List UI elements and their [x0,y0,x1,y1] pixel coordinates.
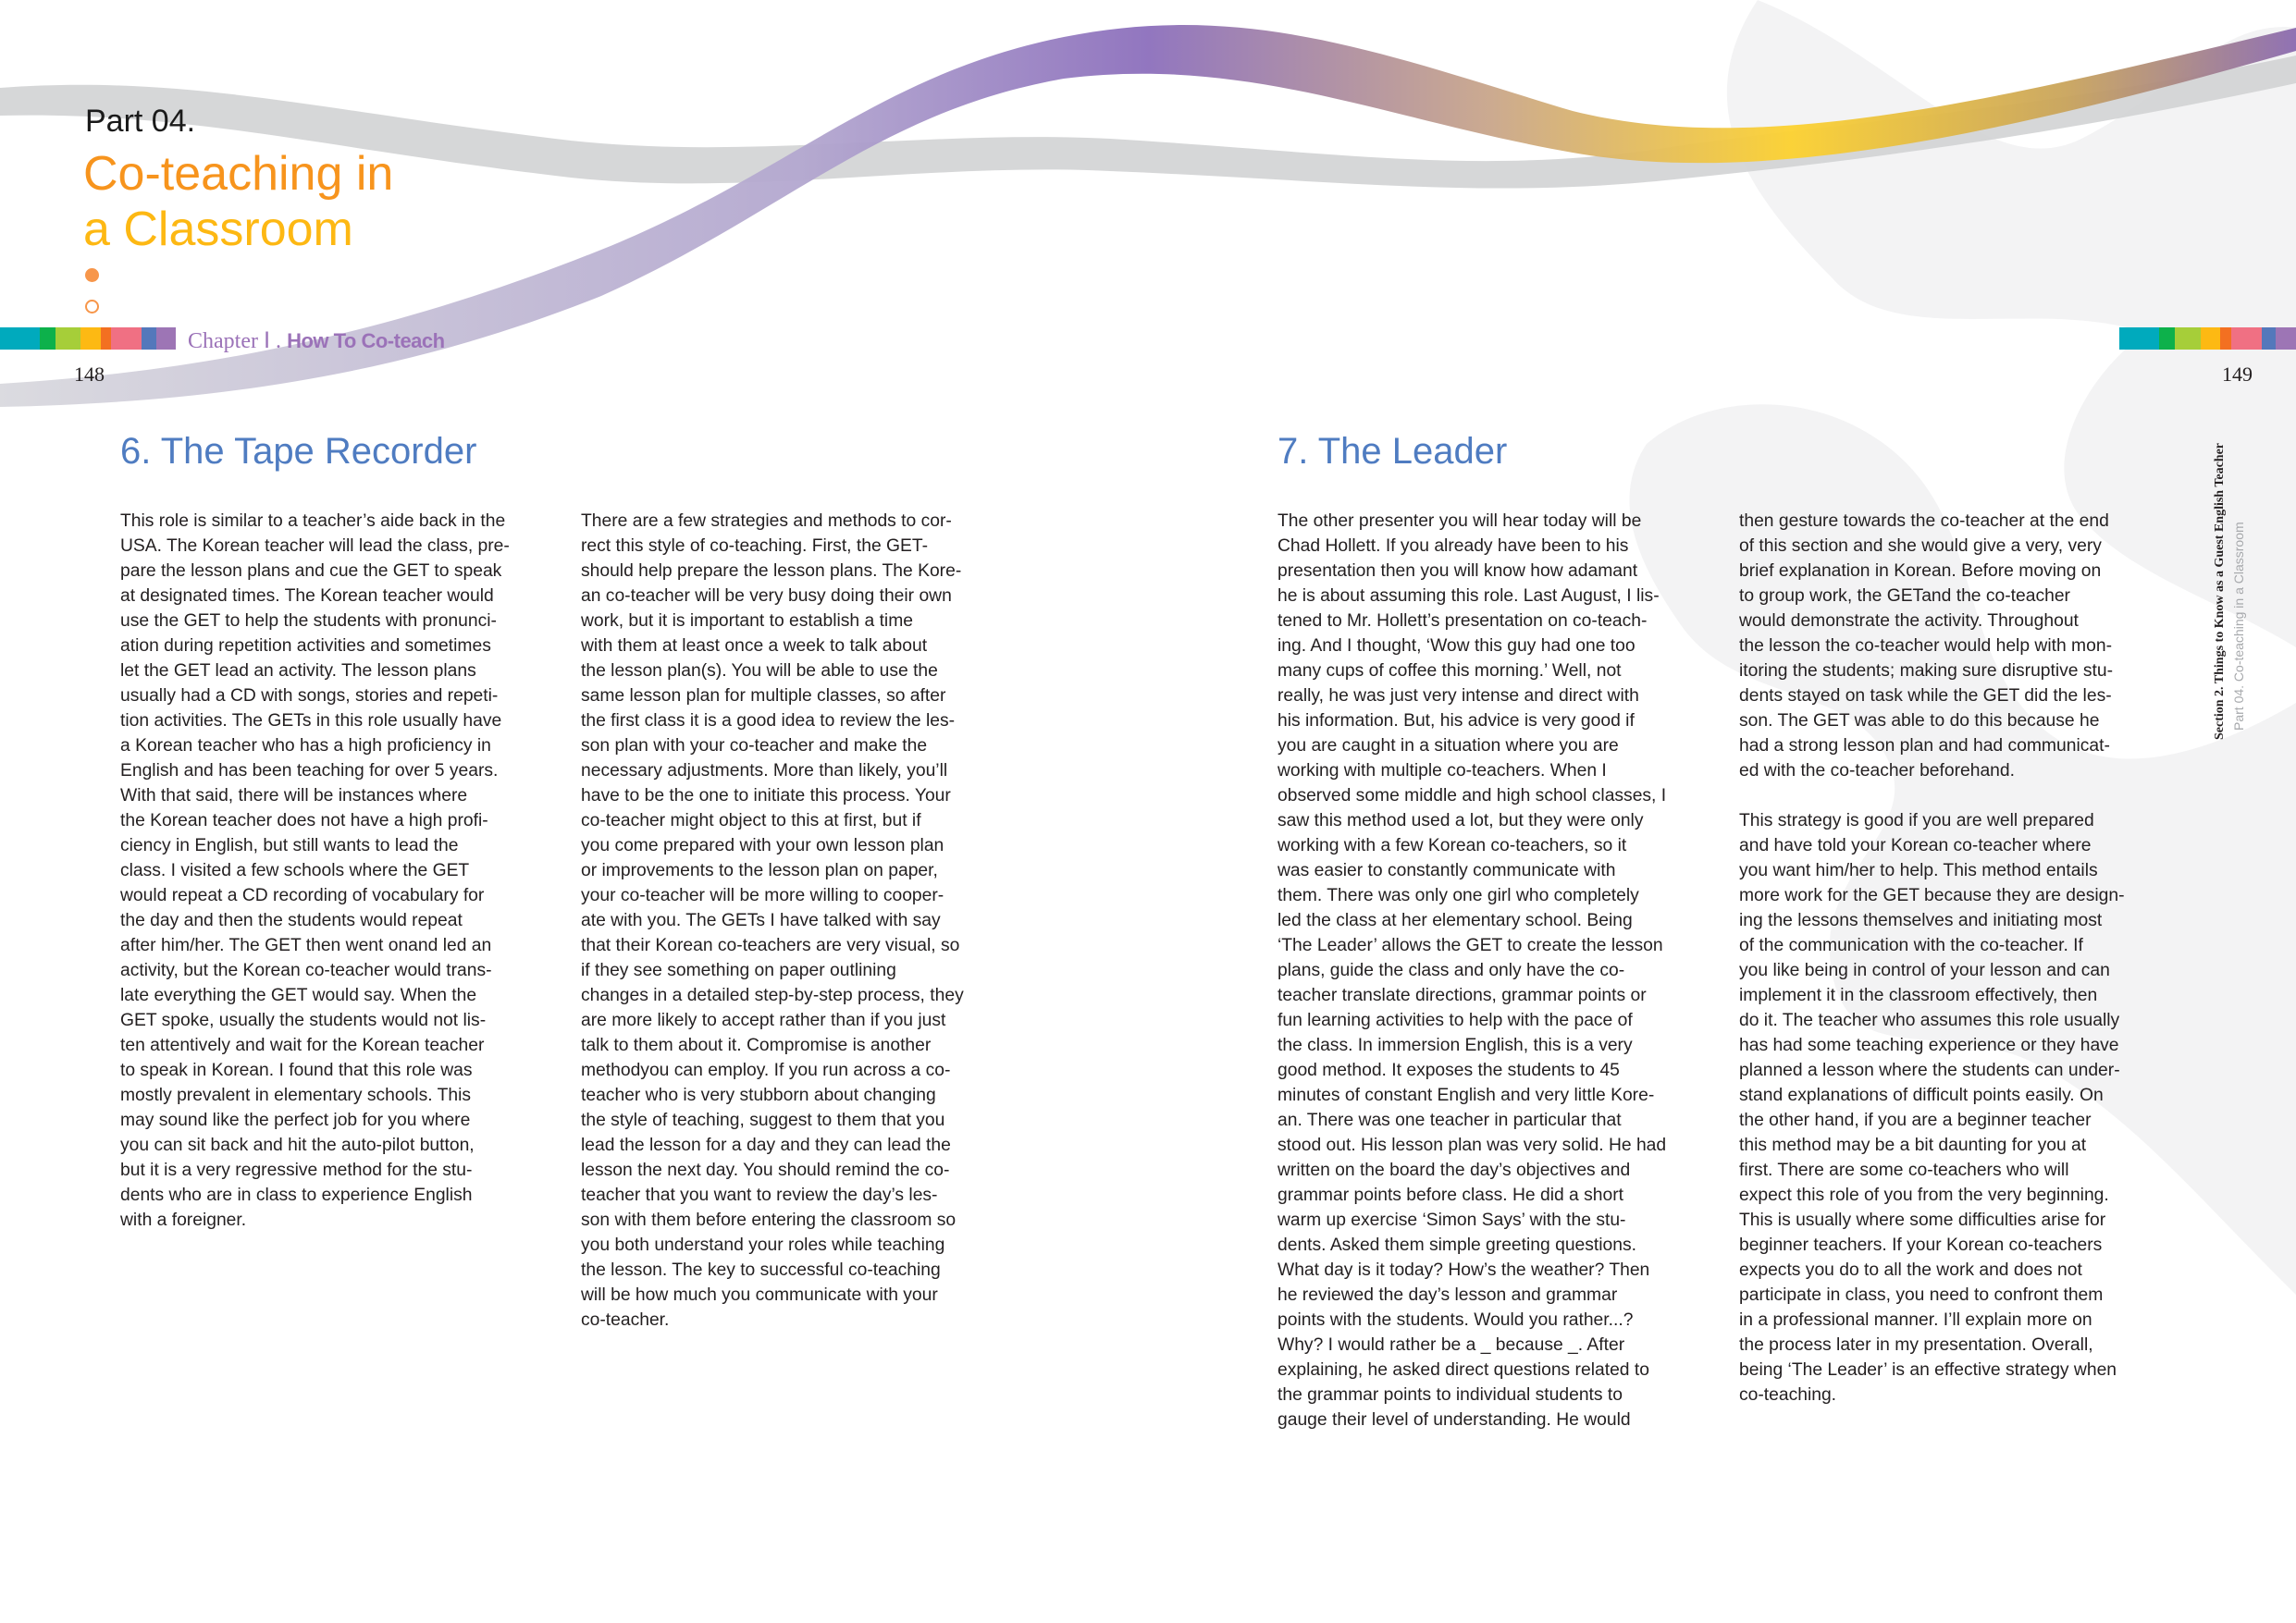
color-swatch [0,327,40,350]
text-line: but it is a very regressive method for the stu- [120,1161,473,1180]
text-line: usually had a CD with songs, stories and repeti- [120,686,499,706]
text-line: your co-teacher will be more willing to cooper- [581,886,944,905]
text-line: was easier to constantly communicate with [1278,861,1616,880]
text-line: points with the students. Would you rather...? [1278,1310,1634,1330]
text-line: he is about assuming this role. Last August, I lis- [1278,586,1660,606]
text-line: after him/her. The GET then went onand led an [120,936,492,955]
text-line: would repeat a CD recording of vocabulary for [120,886,485,905]
text-line: The other presenter you will hear today will be [1278,511,1642,531]
text-line: you are caught in a situation where you are [1278,736,1619,756]
page-number-left: 148 [74,363,105,386]
text-line: being ‘The Leader’ is an effective strategy when [1739,1360,2117,1380]
text-line: changes in a detailed step-by-step process, they [581,986,964,1005]
chapter-title: How To Co-teach [287,329,445,352]
text-line: you like being in control of your lesson and can [1739,961,2110,980]
color-swatch [101,327,111,350]
text-line: let the GET lead an activity. The lesson plans [120,661,476,681]
part-title-line2: a Classroom [83,203,353,256]
text-line: to group work, the GETand the co-teacher [1739,586,2070,606]
text-line: would demonstrate the activity. Throughout [1739,611,2079,631]
page-number-right: 149 [2222,363,2253,386]
text-line: talk to them about it. Compromise is another [581,1036,932,1055]
color-swatch [56,327,80,350]
text-line: son with them before entering the classroom so [581,1211,957,1230]
text-line: planned a lesson where the students can under- [1739,1061,2120,1080]
text-line: warm up exercise ‘Simon Says’ with the stu- [1278,1211,1626,1230]
text-line: lesson the next day. You should remind the co- [581,1161,950,1180]
text-line: USA. The Korean teacher will lead the class, pre- [120,536,510,556]
text-line: implement it in the classroom effectively, then [1739,986,2098,1005]
text-line: class. I visited a few schools where the GET [120,861,470,880]
text-line: he reviewed the day’s lesson and grammar [1278,1285,1618,1305]
text-line: you can sit back and hit the auto-pilot button, [120,1136,475,1155]
text-line: working with a few Korean co-teachers, so it [1278,836,1627,855]
color-swatch [2276,327,2296,350]
color-swatch [111,327,142,350]
text-line: This role is similar to a teacher’s aide back in the [120,511,506,531]
text-line: with a foreigner. [120,1211,247,1230]
text-line: that their Korean co-teachers are very visual, so [581,936,960,955]
text-line: dents. Asked them simple greeting questions. [1278,1236,1636,1255]
text-line: may sound like the perfect job for you where [120,1111,471,1130]
text-line: written on the board the day’s objectives and [1278,1161,1631,1180]
text-line: an. There was one teacher in particular that [1278,1111,1622,1130]
hollow-dot-icon [85,300,99,314]
color-swatch [2262,327,2277,350]
text-line: will be how much you communicate with your [581,1285,938,1305]
text-line: grammar points before class. He did a short [1278,1186,1624,1205]
text-line: them. There was only one girl who completely [1278,886,1639,905]
text-line: ation during repetition activities and sometimes [120,636,491,656]
text-line: English and has been teaching for over 5 years. [120,761,499,781]
text-line: the lesson plan(s). You will be able to use the [581,661,938,681]
text-line: GET spoke, usually the students would not lis- [120,1011,487,1030]
part-label: Part 04. [85,104,196,139]
text-line: activity, but the Korean co-teacher would trans- [120,961,492,980]
text-line: plans, guide the class and only have the co- [1278,961,1625,980]
text-line: the lesson the co-teacher would help with mon- [1739,636,2112,656]
text-line: co-teaching. [1739,1385,1837,1405]
text-line: expects you do to all the work and does not [1739,1260,2082,1280]
text-line: first. There are some co-teachers who will [1739,1161,2069,1180]
text-line: ‘The Leader’ allows the GET to create the lesson [1278,936,1663,955]
text-line: participate in class, you need to confront them [1739,1285,2104,1305]
running-head-section: Section 2. Things to Know as a Guest English Teacher [2213,442,2227,740]
text-line: a Korean teacher who has a high proficiency in [120,736,491,756]
text-line: of the communication with the co-teacher. If [1739,936,2083,955]
text-line: stood out. His lesson plan was very solid. He had [1278,1136,1667,1155]
text-line: you both understand your roles while teaching [581,1236,945,1255]
text-line: the lesson. The key to successful co-teaching [581,1260,941,1280]
part-title-line1: Co-teaching in [83,147,394,201]
text-line: then gesture towards the co-teacher at the end [1739,511,2109,531]
text-line: the other hand, if you are a beginner teacher [1739,1111,2092,1130]
text-line: ing the lessons themselves and initiating most [1739,911,2103,930]
text-line: are more likely to accept rather than if you just [581,1011,946,1030]
text-line: necessary adjustments. More than likely, you’ll [581,761,948,781]
color-swatch [40,327,56,350]
text-line: has had some teaching experience or they have [1739,1036,2119,1055]
text-line: late everything the GET would say. When the [120,986,477,1005]
text-line: have to be the one to initiate this process. Your [581,786,951,805]
text-line: observed some middle and high school classes, I [1278,786,1667,805]
text-line: the style of teaching, suggest to them that you [581,1111,945,1130]
text-line: really, he was just very intense and direct with [1278,686,1639,706]
text-line: Chad Hollett. If you already have been to his [1278,536,1629,556]
text-line: work, but it is important to establish a time [581,611,913,631]
chapter-prefix: Chapter Ⅰ . [188,329,282,353]
running-head-part: Part 04. Co-teaching in a Classroom [2231,522,2246,731]
running-head [2211,443,2246,740]
text-line: the Korean teacher does not have a high profi- [120,811,488,830]
text-line: There are a few strategies and methods to cor- [581,511,952,531]
text-line: brief explanation in Korean. Before moving on [1739,561,2102,581]
chapter-label [188,327,445,354]
section-heading-leader: 7. The Leader [1278,431,1508,472]
text-line: beginner teachers. If your Korean co-teachers [1739,1236,2103,1255]
text-line: itoring the students; making sure disruptive stu- [1739,661,2114,681]
text-line: or improvements to the lesson plan on paper, [581,861,938,880]
text-line: an co-teacher will be very busy doing their own [581,586,952,606]
text-line: ciency in English, but still wants to lead the [120,836,459,855]
text-line: tion activities. The GETs in this role usually have [120,711,502,731]
text-line: the first class it is a good idea to review the les- [581,711,956,731]
text-line: the grammar points to individual students to [1278,1385,1623,1405]
text-line: if they see something on paper outlining [581,961,896,980]
text-line: explaining, he asked direct questions related to [1278,1360,1649,1380]
text-line: dents who are in class to experience English [120,1186,473,1205]
color-swatch [2119,327,2159,350]
text-line: mostly prevalent in elementary schools. This [120,1086,472,1105]
text-line: stand explanations of difficult points easily. On [1739,1086,2104,1105]
text-line: working with multiple co-teachers. When I [1278,761,1607,781]
color-swatch [2159,327,2175,350]
text-line: gauge their level of understanding. He would [1278,1410,1631,1430]
text-line: What day is it today? How’s the weather? Then [1278,1260,1650,1280]
text-line: to speak in Korean. I found that this role was [120,1061,473,1080]
text-line: more work for the GET because they are design- [1739,886,2125,905]
section-heading-tape-recorder: 6. The Tape Recorder [120,431,477,472]
text-line: fun learning activities to help with the pace of [1278,1011,1633,1030]
text-line: This strategy is good if you are well prepared [1739,811,2094,830]
text-line: many cups of coffee this morning.’ Well, not [1278,661,1622,681]
color-bar-right [2119,327,2296,350]
text-line: should help prepare the lesson plans. The Kore- [581,561,962,581]
text-line: in a professional manner. I’ll explain more on [1739,1310,2092,1330]
text-line: do it. The teacher who assumes this role usually [1739,1011,2120,1030]
color-swatch [80,327,100,350]
text-line: This is usually where some difficulties arise for [1739,1211,2106,1230]
color-swatch [2220,327,2230,350]
text-line: you come prepared with your own lesson plan [581,836,944,855]
text-line: the process later in my presentation. Overall, [1739,1335,2093,1355]
text-line: tened to Mr. Hollett’s presentation on co-teach- [1278,611,1648,631]
body-column-4 [1739,509,2125,1408]
text-line: led the class at her elementary school. Being [1278,911,1633,930]
color-swatch [156,327,176,350]
text-line: the day and then the students would repeat [120,911,463,930]
filled-dot-icon [85,268,99,282]
text-line: his information. But, his advice is very good if [1278,711,1635,731]
text-line: ed with the co-teacher beforehand. [1739,761,2015,781]
body-column-1 [120,509,510,1233]
text-line: co-teacher might object to this at first, but if [581,811,921,830]
paragraph-gap [1739,783,2125,808]
text-line: minutes of constant English and very little Kore- [1278,1086,1655,1105]
text-line: and have told your Korean co-teacher where [1739,836,2092,855]
color-bar-left [0,327,176,350]
color-swatch [2201,327,2221,350]
text-line: rect this style of co-teaching. First, the GET- [581,536,929,556]
text-line: ing. And I thought, ‘Wow this guy had one too [1278,636,1636,656]
text-line: the class. In immersion English, this is a very [1278,1036,1633,1055]
text-line: teacher who is very stubborn about changing [581,1086,936,1105]
text-line: ten attentively and wait for the Korean teacher [120,1036,485,1055]
text-line: teacher translate directions, grammar points or [1278,986,1647,1005]
text-line: of this section and she would give a very, very [1739,536,2102,556]
text-line: co-teacher. [581,1310,670,1330]
color-swatch [142,327,156,350]
text-line: at designated times. The Korean teacher would [120,586,494,606]
text-line: expect this role of you from the very beginning. [1739,1186,2109,1205]
text-line: With that said, there will be instances where [120,786,468,805]
text-line: good method. It exposes the students to 45 [1278,1061,1620,1080]
color-swatch [2231,327,2262,350]
text-line: methodyou can employ. If you run across a co- [581,1061,951,1080]
color-swatch [2175,327,2200,350]
text-line: same lesson plan for multiple classes, so after [581,686,946,706]
text-line: had a strong lesson plan and had communicat- [1739,736,2110,756]
text-line: this method may be a bit daunting for you at [1739,1136,2087,1155]
text-line: ate with you. The GETs I have talked with say [581,911,941,930]
text-line: son plan with your co-teacher and make the [581,736,928,756]
text-line: with them at least once a week to talk about [581,636,928,656]
text-line: you want him/her to help. This method entails [1739,861,2098,880]
text-line: saw this method used a lot, but they were only [1278,811,1644,830]
text-line: lead the lesson for a day and they can lead the [581,1136,951,1155]
text-line: teacher that you want to review the day’s les- [581,1186,938,1205]
text-line: use the GET to help the students with pronunci- [120,611,497,631]
text-line: presentation then you will know how adamant [1278,561,1638,581]
text-line: dents stayed on task while the GET did the les- [1739,686,2112,706]
text-line: pare the lesson plans and cue the GET to speak [120,561,502,581]
body-column-2 [581,509,964,1333]
text-line: son. The GET was able to do this because he [1739,711,2100,731]
text-line: Why? I would rather be a _ because _. After [1278,1335,1625,1355]
body-column-3 [1278,509,1666,1432]
